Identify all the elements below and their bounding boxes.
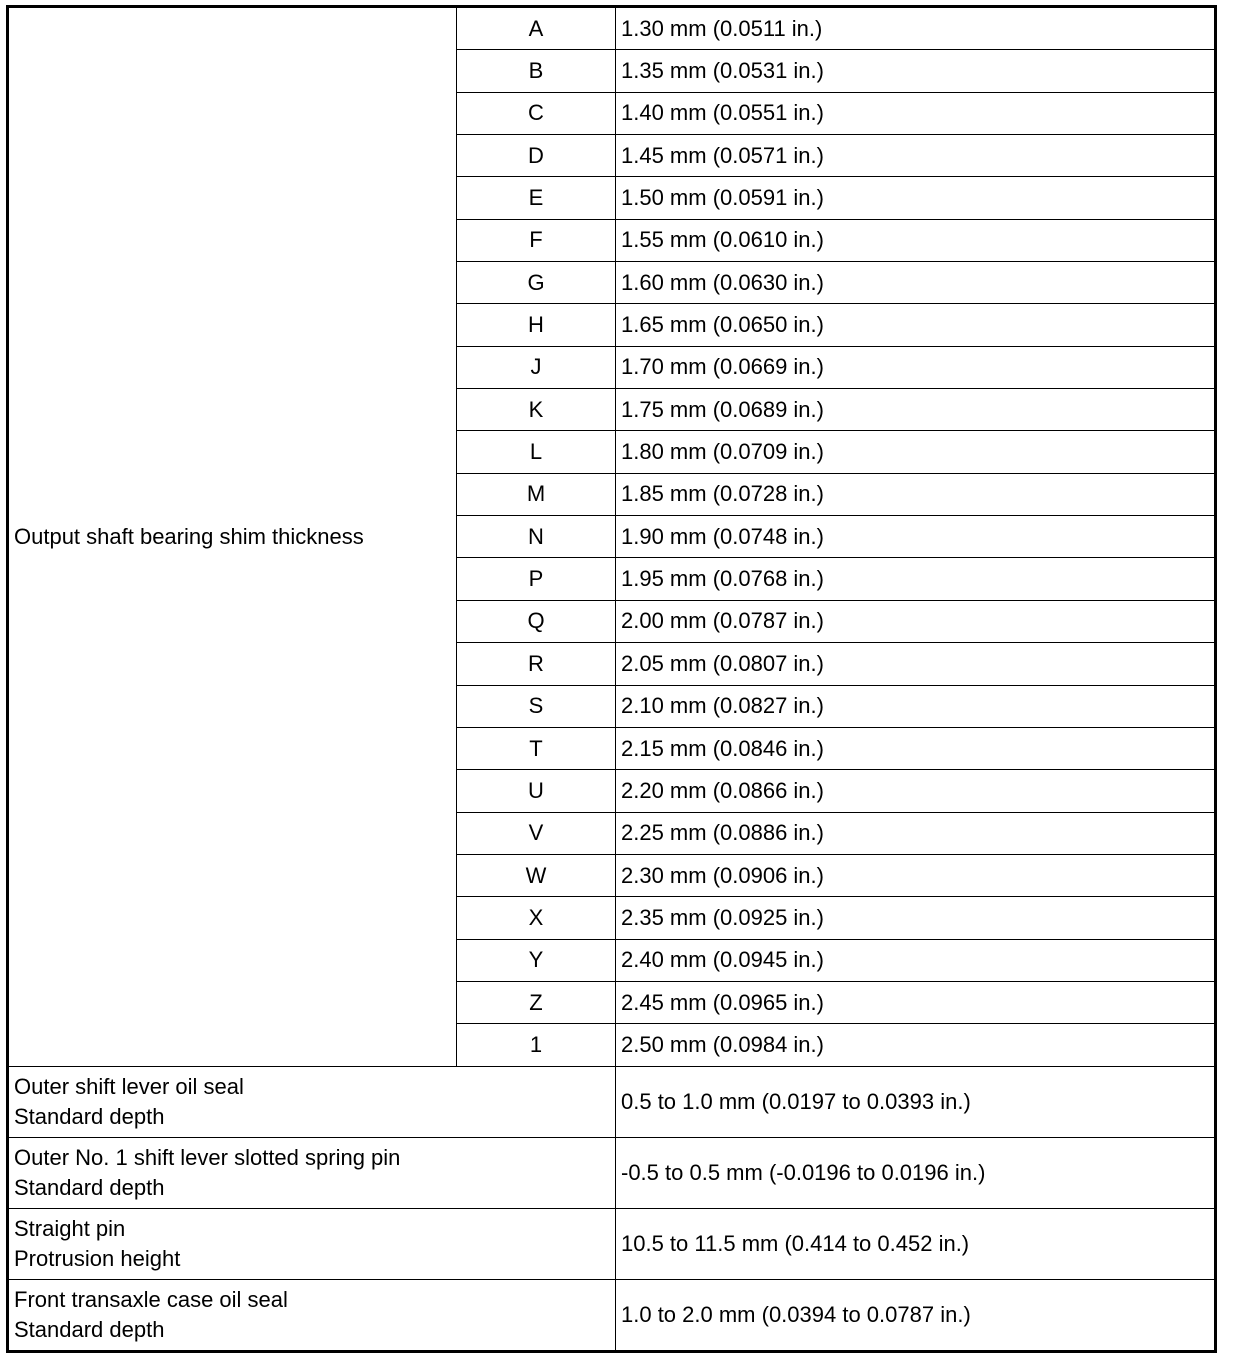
spec-item-measure: Standard depth <box>14 1316 165 1342</box>
shim-thickness-value: 2.10 mm (0.0827 in.) <box>616 685 1216 727</box>
shim-code: J <box>457 346 616 388</box>
table-row <box>8 1137 1216 1208</box>
spec-label <box>8 1066 616 1137</box>
shim-thickness-value: 2.40 mm (0.0945 in.) <box>616 939 1216 981</box>
spec-table <box>6 5 1217 1353</box>
spec-item-name: Front transaxle case oil seal <box>14 1286 288 1312</box>
shim-code: X <box>457 897 616 939</box>
shim-thickness-value: 1.95 mm (0.0768 in.) <box>616 558 1216 600</box>
shim-thickness-value: 2.50 mm (0.0984 in.) <box>616 1024 1216 1066</box>
shim-code: D <box>457 135 616 177</box>
shim-code: B <box>457 50 616 92</box>
spec-item-name: Straight pin <box>14 1215 126 1241</box>
shim-code: Q <box>457 600 616 642</box>
shim-thickness-value: 1.35 mm (0.0531 in.) <box>616 50 1216 92</box>
shim-thickness-value: 1.90 mm (0.0748 in.) <box>616 516 1216 558</box>
spec-item-name: Outer No. 1 shift lever slotted spring pin <box>14 1144 401 1170</box>
shim-code: N <box>457 516 616 558</box>
shim-thickness-value: 2.20 mm (0.0866 in.) <box>616 770 1216 812</box>
shim-thickness-value: 1.70 mm (0.0669 in.) <box>616 346 1216 388</box>
shim-thickness-value: 2.00 mm (0.0787 in.) <box>616 600 1216 642</box>
shim-thickness-value: 2.45 mm (0.0965 in.) <box>616 981 1216 1023</box>
table-row <box>8 1208 1216 1279</box>
shim-thickness-value: 1.55 mm (0.0610 in.) <box>616 219 1216 261</box>
table-row <box>8 7 1216 50</box>
table-row <box>8 1279 1216 1351</box>
shim-thickness-value: 2.25 mm (0.0886 in.) <box>616 812 1216 854</box>
shim-code: W <box>457 854 616 896</box>
shim-code: F <box>457 219 616 261</box>
shim-code: C <box>457 92 616 134</box>
spec-item-measure: Protrusion height <box>14 1245 181 1271</box>
spec-value: 10.5 to 11.5 mm (0.414 to 0.452 in.) <box>616 1208 1216 1279</box>
shim-thickness-value: 1.40 mm (0.0551 in.) <box>616 92 1216 134</box>
shim-code: P <box>457 558 616 600</box>
shim-thickness-value: 2.05 mm (0.0807 in.) <box>616 643 1216 685</box>
shim-code: L <box>457 431 616 473</box>
shim-thickness-value: 1.45 mm (0.0571 in.) <box>616 135 1216 177</box>
spec-label <box>8 1137 616 1208</box>
shim-code: R <box>457 643 616 685</box>
shim-thickness-value: 2.35 mm (0.0925 in.) <box>616 897 1216 939</box>
shim-code: Y <box>457 939 616 981</box>
spec-item-measure: Standard depth <box>14 1103 165 1129</box>
shim-thickness-value: 2.15 mm (0.0846 in.) <box>616 727 1216 769</box>
shim-code: Z <box>457 981 616 1023</box>
shim-code: S <box>457 685 616 727</box>
shim-code: G <box>457 262 616 304</box>
shim-thickness-value: 1.80 mm (0.0709 in.) <box>616 431 1216 473</box>
spec-value: 0.5 to 1.0 mm (0.0197 to 0.0393 in.) <box>616 1066 1216 1137</box>
shim-thickness-value: 1.85 mm (0.0728 in.) <box>616 473 1216 515</box>
shim-code: T <box>457 727 616 769</box>
spec-value: -0.5 to 0.5 mm (-0.0196 to 0.0196 in.) <box>616 1137 1216 1208</box>
spec-label <box>8 1208 616 1279</box>
spec-label <box>8 1279 616 1351</box>
shim-code: M <box>457 473 616 515</box>
shim-code: K <box>457 389 616 431</box>
shim-code: H <box>457 304 616 346</box>
spec-item-name: Outer shift lever oil seal <box>14 1073 244 1099</box>
shim-thickness-value: 1.65 mm (0.0650 in.) <box>616 304 1216 346</box>
shim-code: V <box>457 812 616 854</box>
shim-thickness-value: 1.60 mm (0.0630 in.) <box>616 262 1216 304</box>
shim-code: E <box>457 177 616 219</box>
shim-thickness-label: Output shaft bearing shim thickness <box>8 7 457 1067</box>
shim-code: A <box>457 7 616 50</box>
spec-item-measure: Standard depth <box>14 1174 165 1200</box>
shim-thickness-value: 1.30 mm (0.0511 in.) <box>616 7 1216 50</box>
spec-value: 1.0 to 2.0 mm (0.0394 to 0.0787 in.) <box>616 1279 1216 1351</box>
shim-thickness-value: 2.30 mm (0.0906 in.) <box>616 854 1216 896</box>
shim-thickness-value: 1.75 mm (0.0689 in.) <box>616 389 1216 431</box>
shim-thickness-value: 1.50 mm (0.0591 in.) <box>616 177 1216 219</box>
table-row <box>8 1066 1216 1137</box>
spec-table-body <box>8 7 1216 1352</box>
shim-code: 1 <box>457 1024 616 1066</box>
shim-code: U <box>457 770 616 812</box>
